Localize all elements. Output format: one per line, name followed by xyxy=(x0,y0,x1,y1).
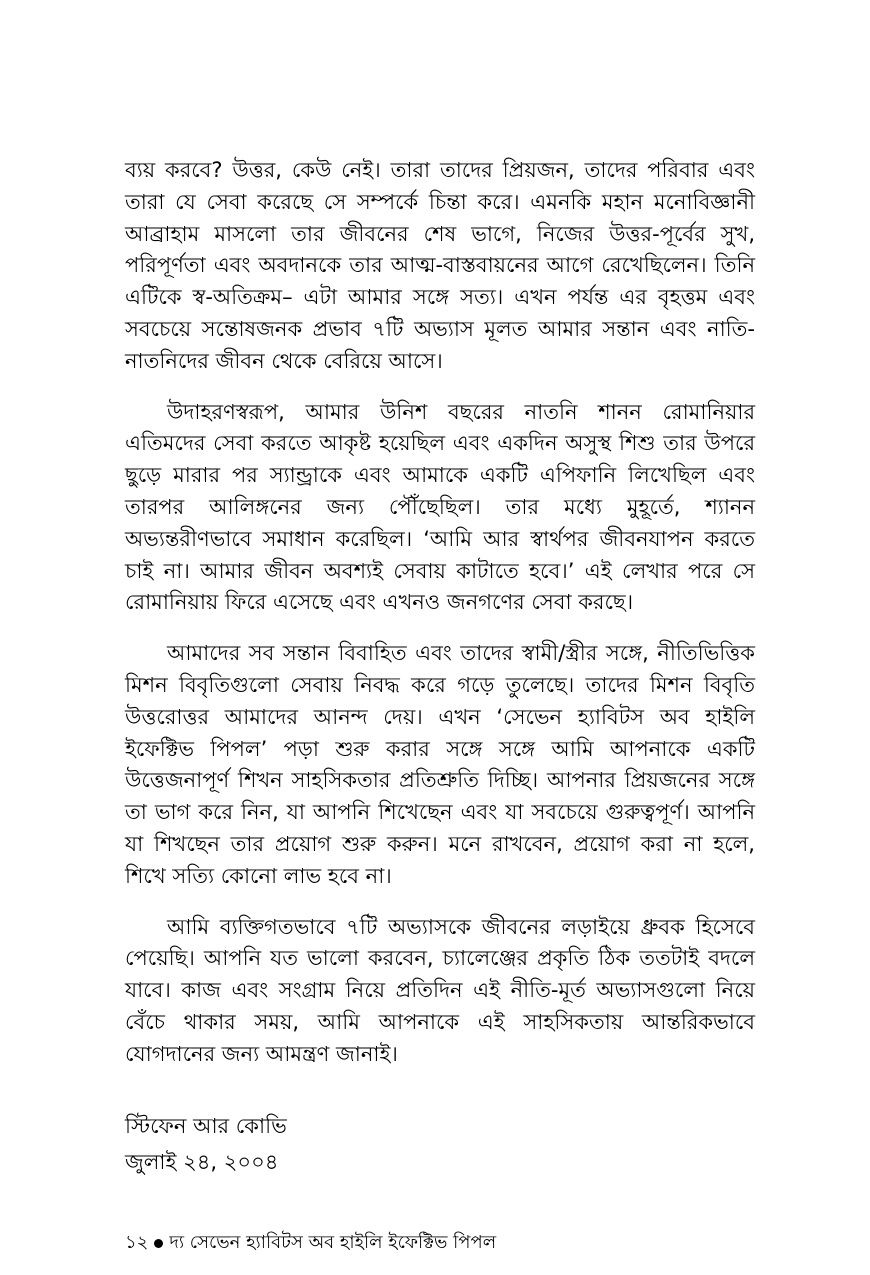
author-name: স্টিফেন আর কোভি xyxy=(125,1114,287,1138)
signature-date: জুলাই ২৪, ২০০৪ xyxy=(125,1150,279,1174)
bullet-icon xyxy=(154,1239,163,1248)
page-footer xyxy=(125,1230,765,1256)
paragraph: আমাদের সব সন্তান বিবাহিত এবং তাদের স্বামী/স্ত্রীর সঙ্গে, নীতিভিত্তিক মিশন বিবৃতিগুলো সেবায় নিবদ্ধ করে গড়ে তুলেছে। তাদের মিশন বিবৃতি উত্তরোত্তর আমাদের আনন্দ দেয়। এখন ‘সেভেন হ্যাবিটস অব হাইলি ইফেক্টিভ পিপল’ পড়া শুরু করার সঙ্গে সঙ্গে আমি আপনাকে একটি উত্তেজনাপূর্ণ শিখন সাহসিকতার প্রতিশ্রুতি দিচ্ছি। আপনার প্রিয়জনের সঙ্গে তা ভাগ করে নিন, যা আপনি শিখেছেন এবং যা সবচেয়ে গুরুত্বপূর্ণ। আপনি যা শিখছেন তার প্রয়োগ শুরু করুন। মনে রাখবেন, প্রয়োগ করা না হলে, শিখে সত্যি কোনো লাভ হবে না। xyxy=(125,641,755,888)
paragraph: উদাহরণস্বরূপ, আমার উনিশ বছরের নাতনি শানন রোমানিয়ার এতিমদের সেবা করতে আকৃষ্ট হয়েছিল এবং একদিন অসুস্থ শিশু তার উপরে ছুড়ে মারার পর স্যান্ড্রাকে এবং আমাকে একটি এপিফানি লিখেছিল এবং তারপর আলিঙ্গনের জন্য পৌঁছেছিল। তার মধ্যে মুহূর্তে, শ্যানন অভ্যন্তরীণভাবে সমাধান করেছিল। ‘আমি আর স্বার্থপর জীবনযাপন করতে চাই না। আমার জীবন অবশ্যই সেবায় কাটাতে হবে।’ এই লেখার পরে সে রোমানিয়ায় ফিরে এসেছে এবং এখনও জনগণের সেবা করছে। xyxy=(125,399,755,615)
running-title: দ্য সেভেন হ্যাবিটস অব হাইলি ইফেক্টিভ পিপল xyxy=(169,1232,497,1253)
paragraph-continued: ব্যয় করবে? উত্তর, কেউ নেই। তারা তাদের প্রিয়জন, তাদের পরিবার এবং তারা যে সেবা করেছে সে সম্পর্কে চিন্তা করে। এমনকি মহান মনোবিজ্ঞানী আব্রাহাম মাসলো তার জীবনের শেষ ভাগে, নিজের উত্তর-পূর্বের সুখ, পরিপূর্ণতা এবং অবদানকে তার আত্ম-বাস্তবায়নের আগে রেখেছিলেন। তিনি এটিকে স্ব-অতিক্রম– এটা আমার সঙ্গে সত্য। এখন পর্যন্ত এর বৃহত্তম এবং সবচেয়ে সন্তোষজনক প্রভাব ৭টি অভ্যাস মূলত আমার সন্তান এবং নাতি-নাতনিদের জীবন থেকে বেরিয়ে আসে। xyxy=(125,158,755,373)
body-text xyxy=(125,155,755,1071)
page-number: ১২ xyxy=(125,1232,149,1253)
signature-block xyxy=(125,1108,525,1180)
paragraph: আমি ব্যক্তিগতভাবে ৭টি অভ্যাসকে জীবনের লড়াইয়ে ধ্রুবক হিসেবে পেয়েছি। আপনি যত ভালো করবেন, চ্যালেঞ্জের প্রকৃতি ঠিক ততটাই বদলে যাবে। কাজ এবং সংগ্রাম নিয়ে প্রতিদিন এই নীতি-মূর্ত অভ্যাসগুলো নিয়ে বেঁচে থাকার সময়, আমি আপনাকে এই সাহসিকতায় আন্তরিকভাবে যোগদানের জন্য আমন্ত্রণ জানাই। xyxy=(125,914,755,1066)
